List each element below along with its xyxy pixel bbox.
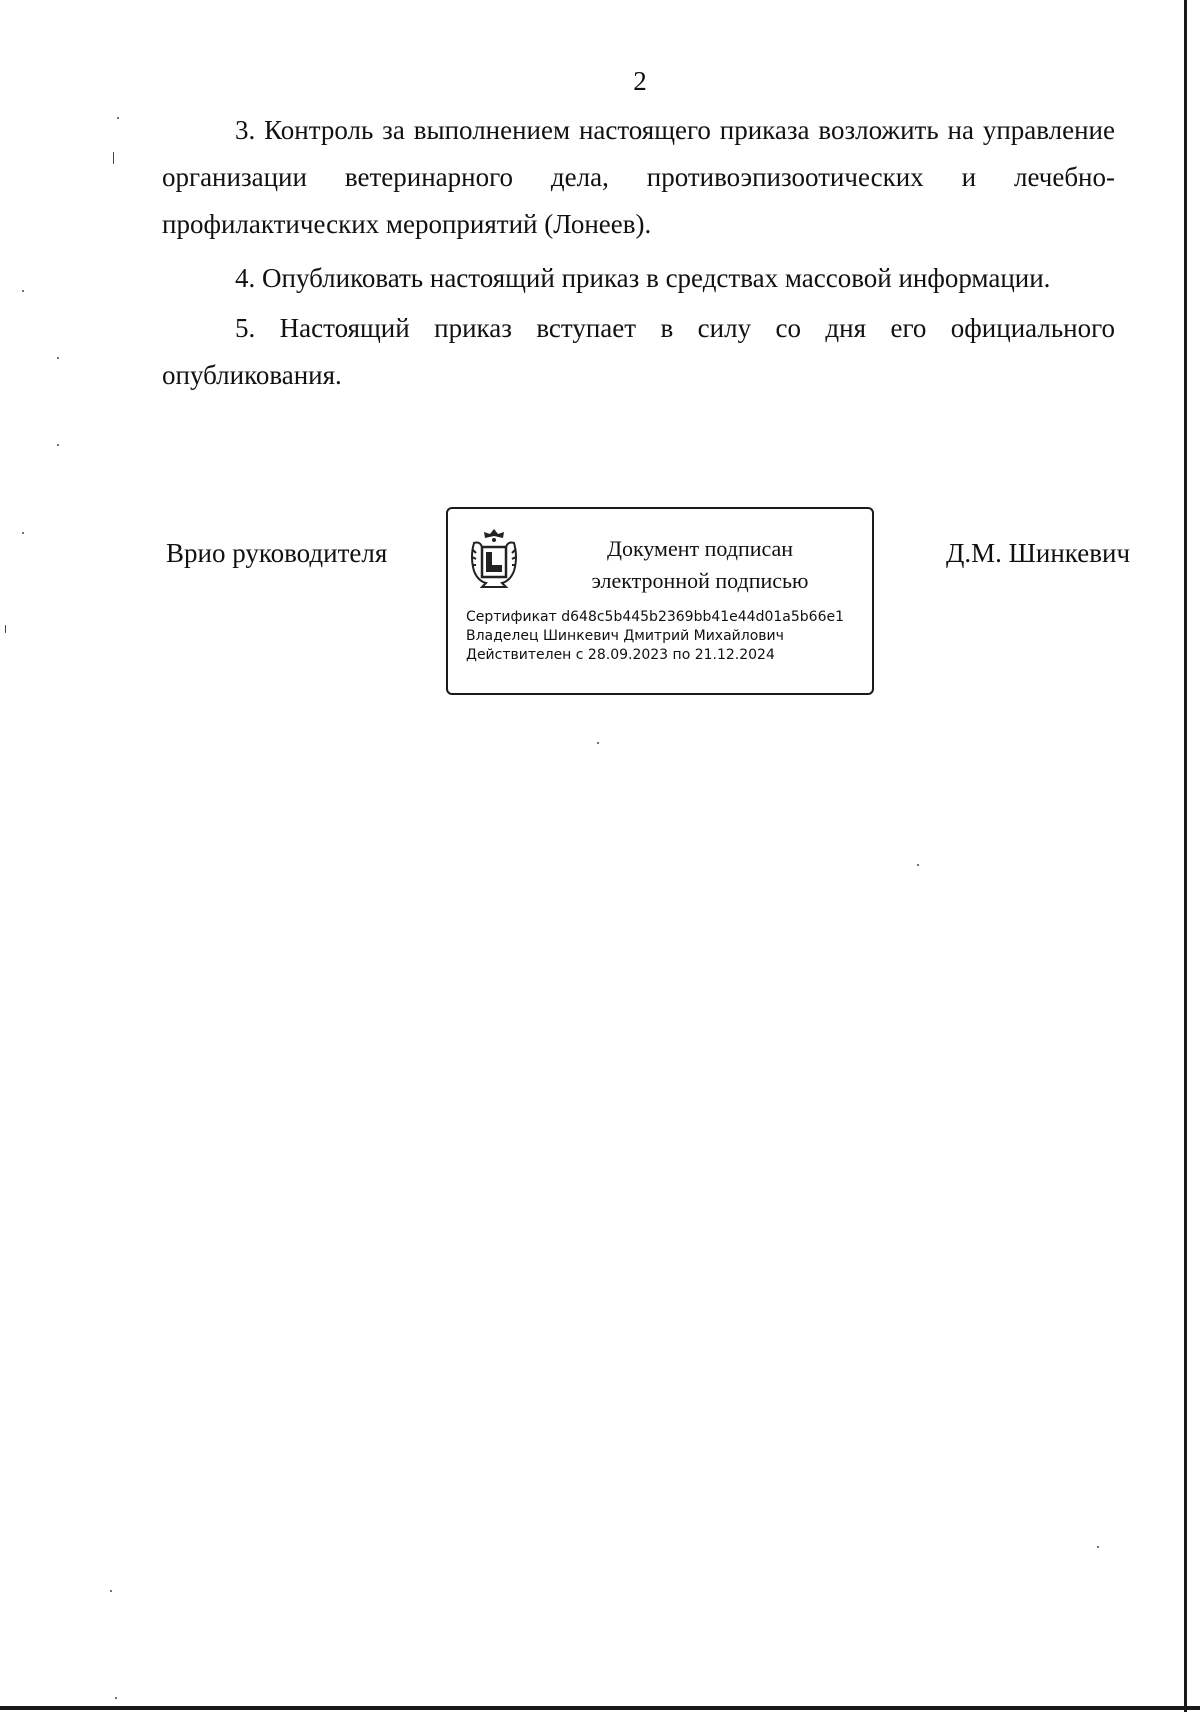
- scan-speck: [117, 117, 119, 119]
- paragraph-5: 5. Настоящий приказ вступает в силу со дня его официального опубликования.: [162, 313, 1115, 390]
- scan-speck: [113, 152, 114, 164]
- certificate-owner: Владелец Шинкевич Дмитрий Михайлович: [466, 628, 784, 644]
- scan-speck: [1097, 1546, 1099, 1548]
- scan-speck: [22, 532, 24, 534]
- scan-speck: [917, 864, 919, 866]
- stamp-details: [466, 608, 844, 665]
- signer-position: Врио руководителя: [166, 538, 388, 568]
- stamp-heading-line1: Документ подписан: [606, 536, 794, 561]
- electronic-signature-stamp: [446, 507, 874, 695]
- scan-speck: [57, 357, 59, 359]
- signer-name: Д.М. Шинкевич: [946, 538, 1131, 568]
- scan-edge-bottom: [0, 1706, 1200, 1710]
- scan-speck: [115, 1697, 117, 1699]
- stamp-heading: [566, 533, 834, 597]
- scan-speck: [5, 625, 6, 633]
- scan-speck: [57, 444, 59, 446]
- scan-speck: [22, 290, 24, 292]
- page-number: 2: [633, 66, 647, 96]
- certificate-validity: Действителен с 28.09.2023 по 21.12.2024: [466, 647, 775, 663]
- paragraph-3: 3. Контроль за выполнением настоящего приказа возложить на управление организации ветеринарного дела, противоэпизоотических и лечебно-профилактических мероприятий (Лонеев).: [162, 115, 1115, 239]
- stamp-heading-line2: электронной подписью: [591, 568, 809, 593]
- paragraph-4: 4. Опубликовать настоящий приказ в средствах массовой информации.: [235, 263, 1051, 293]
- coat-of-arms-icon: [468, 527, 520, 589]
- scan-speck: [110, 1590, 112, 1592]
- certificate-number: Сертификат d648c5b445b2369bb41e44d01a5b66e1: [466, 609, 844, 625]
- scan-speck: [597, 742, 599, 744]
- scan-edge-right: [1184, 0, 1187, 1712]
